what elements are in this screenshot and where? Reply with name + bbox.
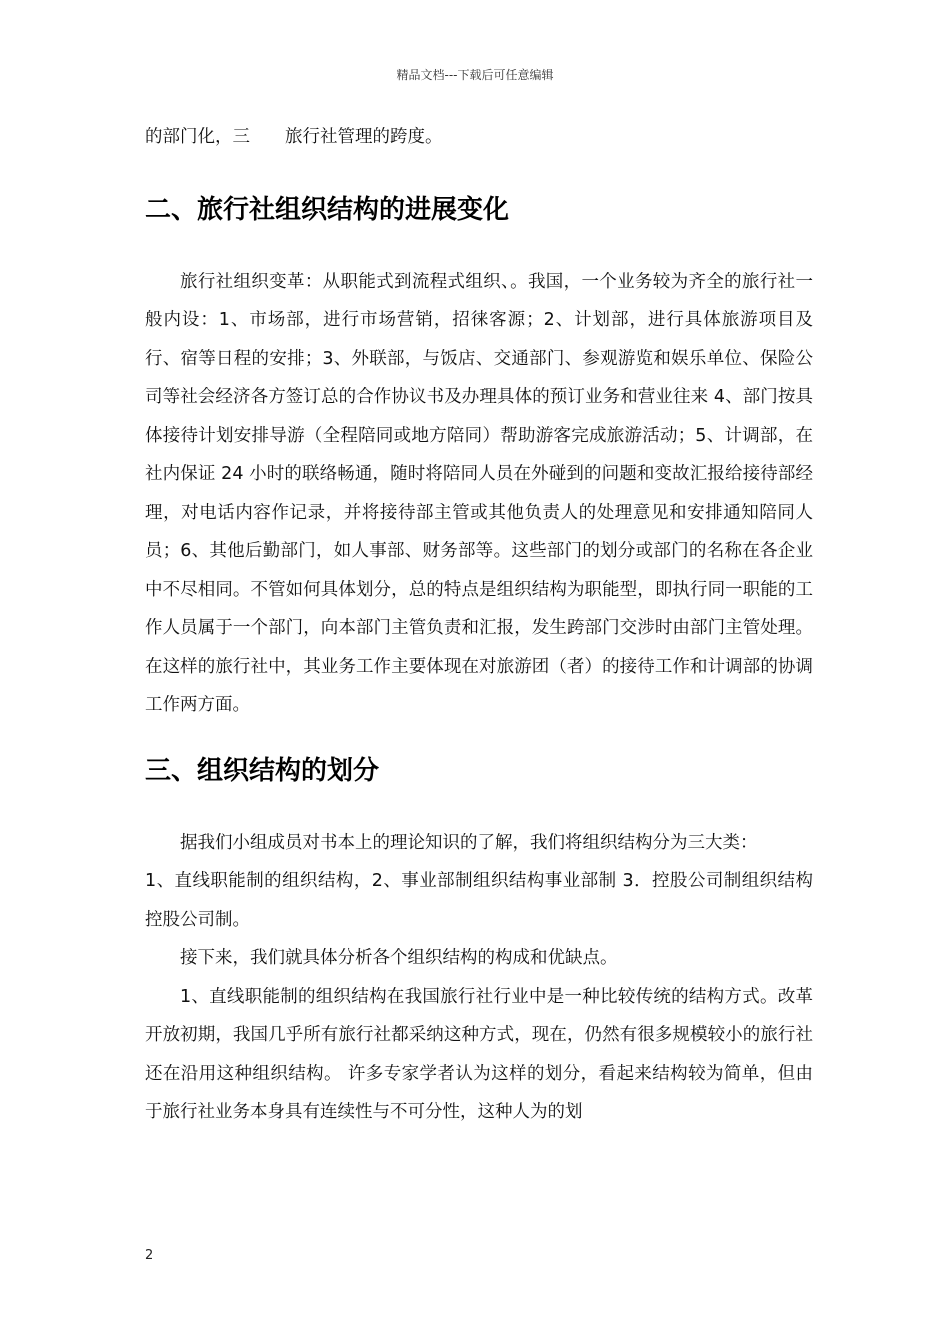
paragraph-classification-list: 1、直线职能制的组织结构，2、事业部制组织结构事业部制 3．控股公司制组织结构控股公司制。	[145, 871, 813, 930]
section-heading-2: 二、旅行社组织结构的进展变化	[145, 194, 510, 225]
paragraph-linear-functional: 1、直线职能制的组织结构在我国旅行社行业中是一种比较传统的结构方式。改革开放初期，我国几乎所有旅行社都采纳这种方式，现在，仍然有很多规模较小的旅行社还在沿用这种组织结构。 许多专家学者认为这样的划分，看起来结构较为简单，但由于旅行社业务本身具有连续性与不可分性，这种人为的划	[145, 986, 813, 1122]
paragraph-org-change: 旅行社组织变革：从职能式到流程式组织、。我国，一个业务较为齐全的旅行社一般内设：1、市场部，进行市场营销，招徕客源；2、计划部，进行具体旅游项目及行、宿等日程的安排；3、外联部，与饭店、交通部门、参观游览和娱乐单位、保险公司等社会经济各方签订总的合作协议书及办理具体的预订业务和营业往来 4、部门按具体接待计划安排导游（全程陪同或地方陪同）帮助游客完成旅游活动；5、计调部，在社内保证 24 小时的联络畅通，随时将陪同人员在外碰到的问题和变故汇报给接待部经理，对电话内容作记录，并将接待部主管或其他负责人的处理意见和安排通知陪同人员；6、其他后勤部门，如人事部、财务部等。这些部门的划分或部门的名称在各企业中不尽相同。不管如何具体划分，总的特点是组织结构为职能型，即执行同一职能的工作人员属于一个部门，向本部门主管负责和汇报，发生跨部门交涉时由部门主管处理。在这样的旅行社中，其业务工作主要体现在对旅游团（者）的接待工作和计调部的协调工作两方面。	[145, 271, 813, 715]
section-heading-3: 三、组织结构的划分	[145, 755, 380, 786]
paragraph-classification-intro: 据我们小组成员对书本上的理论知识的了解，我们将组织结构分为三大类：	[180, 832, 758, 853]
paragraph-analysis-intro: 接下来，我们就具体分析各个组织结构的构成和优缺点。	[180, 948, 618, 968]
page-number: 2	[145, 1248, 154, 1263]
document-body	[145, 118, 813, 1132]
paragraph-fragment: 的部门化，三 旅行社管理的跨度。	[145, 127, 443, 147]
page-header: 精品文档---下载后可任意编辑	[396, 68, 554, 82]
